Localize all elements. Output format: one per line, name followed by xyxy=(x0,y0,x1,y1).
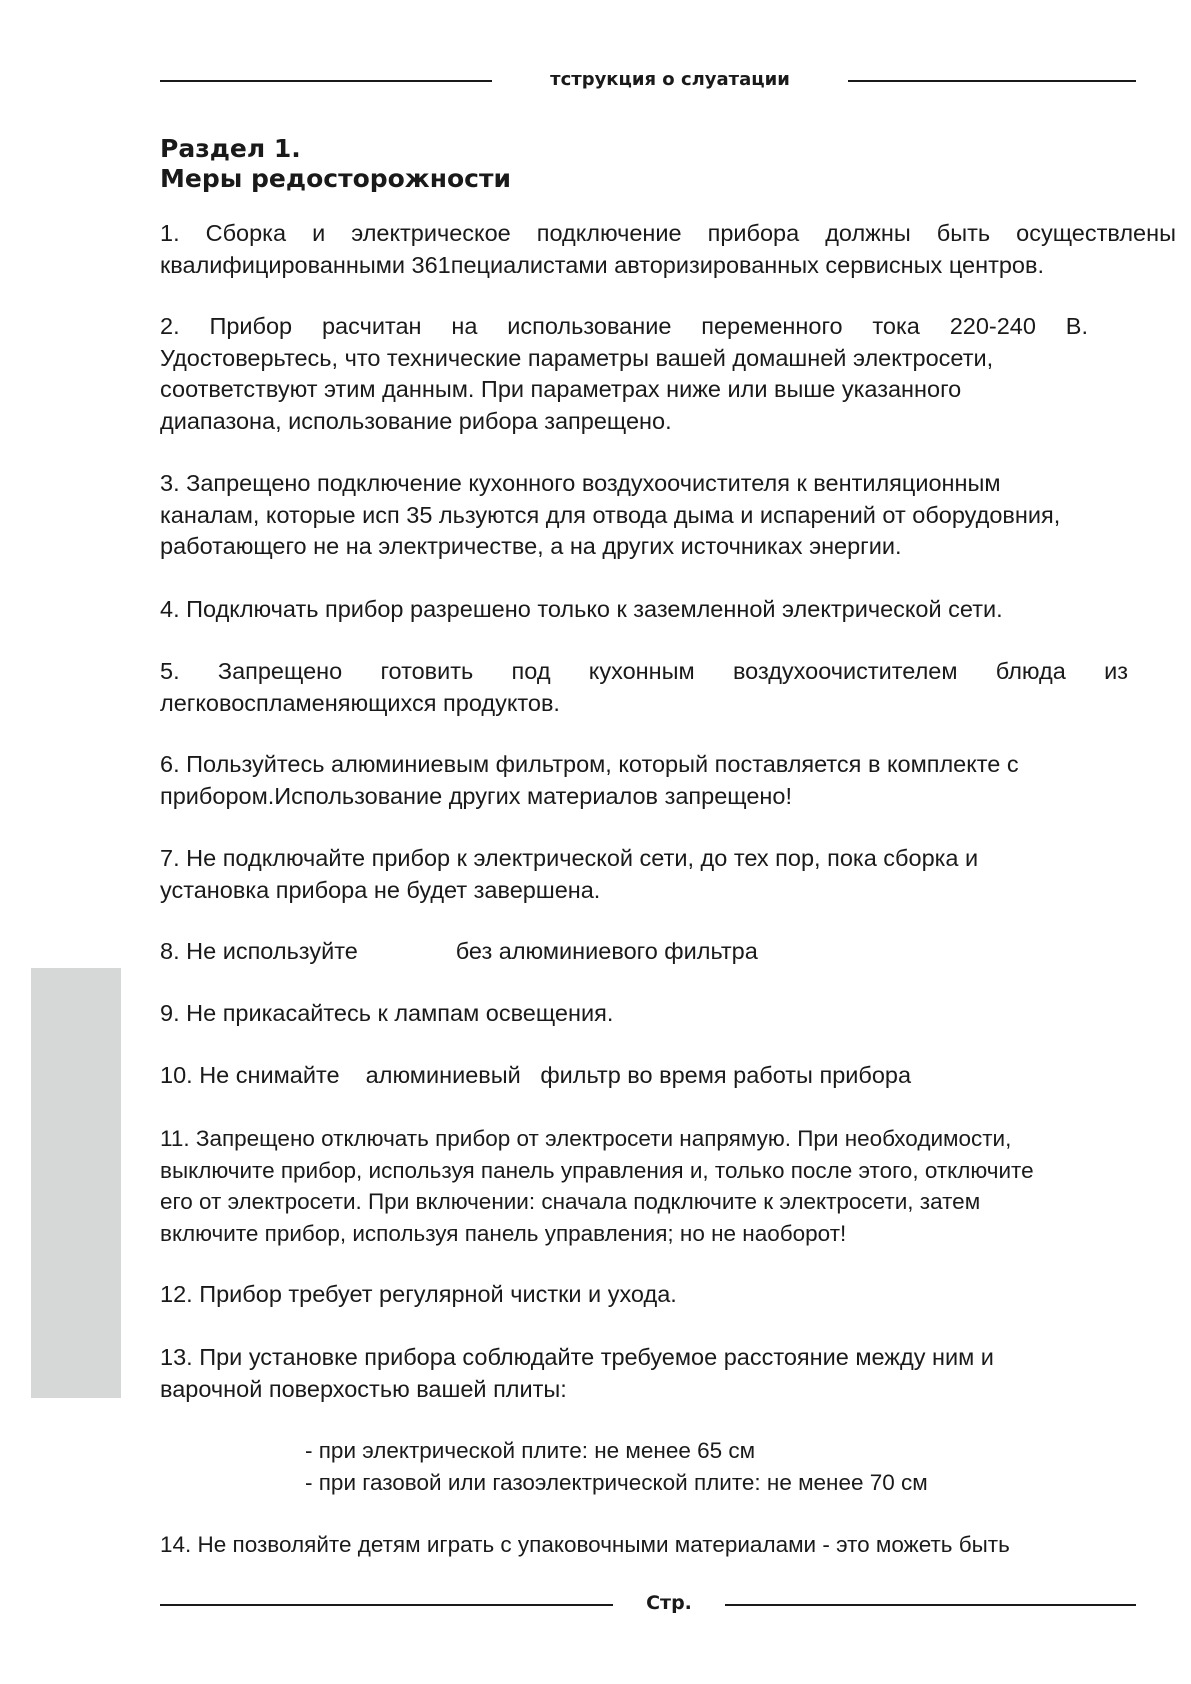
item-line: включите прибор, используя панель управления; но не наоборот! xyxy=(160,1220,847,1246)
item-line: работающего не на электричестве, а на других источниках энергии. xyxy=(160,533,902,559)
item-line: 8. Не используйте без алюминиевого фильтра xyxy=(160,938,758,964)
list-item-10 xyxy=(160,1060,1176,1092)
list-item-2 xyxy=(160,311,1176,437)
footer-rule-left xyxy=(160,1604,613,1606)
item-line: 14. Не позволяйте детям играть с упаковочными материалами - это можеть быть xyxy=(160,1532,1010,1557)
item-line: легковоспламеняющихся продуктов. xyxy=(160,689,560,716)
list-item-4 xyxy=(160,594,1176,626)
item-line: квалифицированными 361пециалистами авторизированных сервисных центров. xyxy=(160,251,1044,278)
item-line: 11. Запрещено отключать прибор от электросети напрямую. При необходимости, xyxy=(160,1126,1012,1151)
item-line: 3. Запрещено подключение кухонного воздухоочистителя к вентиляционным xyxy=(160,470,1001,496)
header-title: тструкция о слуатации xyxy=(550,69,790,90)
item-line: варочной поверхостью вашей плиты: xyxy=(160,1375,567,1402)
item-line: прибором.Использование других материалов запрещено! xyxy=(160,782,792,809)
item-line: 4. Подключать прибор разрешено только к заземленной электрической сети. xyxy=(160,596,1003,622)
list-item-12 xyxy=(160,1279,1176,1311)
item-line: 5. Запрещено готовить под кухонным воздухоочистителем блюда из xyxy=(160,658,1128,684)
item-line: 1. Сборка и электрическое подключение прибора должны быть осуществлены xyxy=(160,220,1176,246)
item-line: выключите прибор, используя панель управления и, только после этого, отключите xyxy=(160,1157,1034,1183)
item-line: - при электрической плите: не менее 65 см xyxy=(305,1438,756,1463)
item-line: Удостоверьтесь, что технические параметры вашей домашней электросети, xyxy=(160,344,994,371)
item-line: 12. Прибор требует регулярной чистки и ухода. xyxy=(160,1281,677,1307)
list-item-11 xyxy=(160,1123,1176,1249)
item-line: 9. Не прикасайтесь к лампам освещения. xyxy=(160,1000,614,1026)
distance-requirements xyxy=(305,1435,1145,1498)
item-line: 6. Пользуйтесь алюминиевым фильтром, который поставляется в комплекте с xyxy=(160,751,1019,777)
side-tab-marker xyxy=(31,968,121,1398)
list-item-6 xyxy=(160,749,1176,812)
list-item-5 xyxy=(160,656,1176,719)
section-heading xyxy=(160,134,511,194)
header-rule-right xyxy=(848,80,1136,82)
list-item-1 xyxy=(160,218,1176,281)
list-item-9 xyxy=(160,998,1176,1030)
item-line: его от электросети. При включении: сначала подключите к электросети, затем xyxy=(160,1189,981,1214)
item-line: 2. Прибор расчитан на использование переменного тока 220-240 В. xyxy=(160,313,1088,339)
item-line: 13. При установке прибора соблюдайте требуемое расстояние между ним и xyxy=(160,1344,994,1370)
item-line: диапазона, использование рибора запрещено. xyxy=(160,407,672,434)
list-item-8 xyxy=(160,936,1176,968)
list-item-13 xyxy=(160,1342,1176,1405)
header-rule-left xyxy=(160,80,492,82)
item-line: каналам, которые исп 35 льзуются для отвода дыма и испарений от оборудовния, xyxy=(160,501,1061,528)
page-number-label: Стр. xyxy=(646,1592,692,1614)
item-line: 7. Не подключайте прибор к электрической сети, до тех пор, пока сборка и xyxy=(160,845,979,871)
footer-rule-right xyxy=(725,1604,1136,1606)
item-line: 10. Не снимайте алюминиевый фильтр во время работы прибора xyxy=(160,1062,912,1088)
item-line: - при газовой или газоэлектрической плите: не менее 70 см xyxy=(305,1469,928,1495)
list-item-14 xyxy=(160,1529,1176,1561)
section-number: Раздел 1. xyxy=(160,134,301,163)
item-line: установка прибора не будет завершена. xyxy=(160,876,601,903)
list-item-3 xyxy=(160,468,1176,563)
section-title: Меры редосторожности xyxy=(160,164,511,193)
item-line: соответствуют этим данным. При параметрах ниже или выше указанного xyxy=(160,376,962,402)
list-item-7 xyxy=(160,843,1176,906)
